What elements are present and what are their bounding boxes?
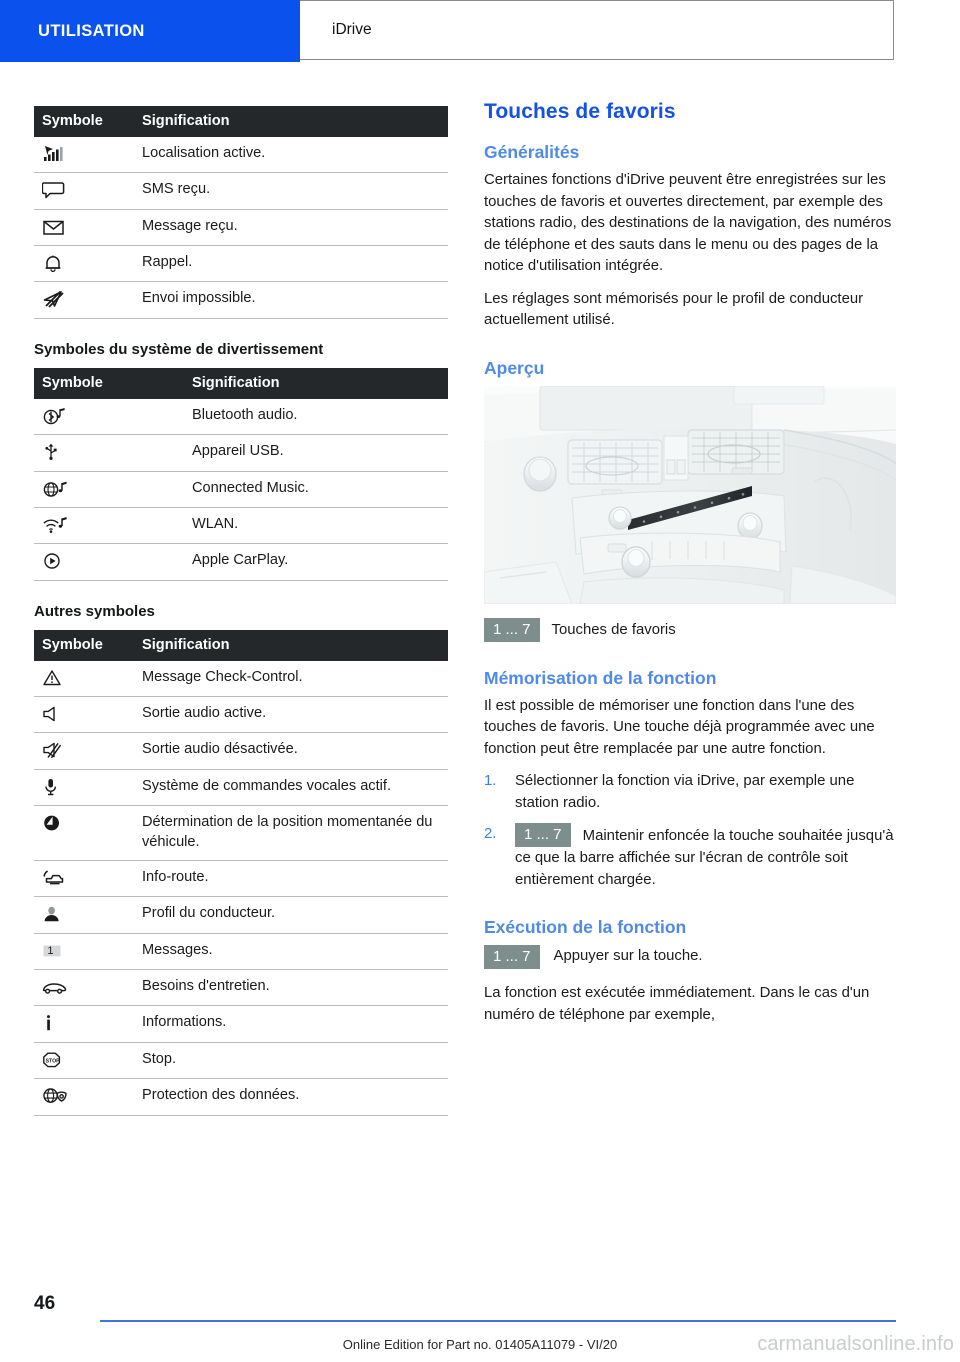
- favorite-keys-badge: 1 ... 7: [484, 945, 540, 969]
- symbol-cell: [34, 399, 192, 435]
- favorite-keys-badge: 1 ... 7: [515, 823, 571, 847]
- breadcrumb: [300, 0, 894, 60]
- car-service-icon: [42, 977, 76, 997]
- page-number: 46: [34, 1293, 56, 1314]
- column-header-symbol: Symbole: [34, 630, 142, 661]
- list-item: [484, 771, 896, 814]
- symbol-cell: [34, 769, 142, 805]
- table-header-row: [34, 630, 448, 661]
- step-text: Maintenir enfoncée la touche souhaitée jusqu'à ce que la barre affichée sur l'écran de contrôle soit entièrement chargée.: [515, 827, 894, 888]
- meaning-cell: Sortie audio désactivée.: [142, 733, 448, 769]
- data-protection-globe-icon: [42, 1086, 72, 1106]
- symbol-cell: [34, 209, 142, 245]
- meaning-cell: Système de commandes vocales actif.: [142, 769, 448, 805]
- left-column: [34, 106, 448, 1116]
- symbol-cell: [34, 1042, 142, 1078]
- memorisation-steps: [484, 771, 896, 891]
- table-row: [34, 661, 448, 697]
- column-header-symbol: Symbole: [34, 106, 142, 137]
- table-row: [34, 696, 448, 732]
- watermark: carmanualsonline.info: [757, 1333, 954, 1355]
- meaning-cell: Informations.: [142, 1006, 448, 1042]
- symbol-cell: [34, 970, 142, 1006]
- symbol-cell: [34, 471, 192, 507]
- symbol-cell: [34, 897, 142, 933]
- speaker-muted-icon: [42, 740, 68, 760]
- meaning-cell: Détermination de la position momentanée du véhicule.: [142, 806, 448, 861]
- generalites-paragraph-1: Certaines fonctions d'iDrive peuvent être enregistrées sur les touches de favoris et ouvertes directement, par exemple des stations radio, des destinations de la navigation, des numéros de téléphone et des sauts dans le menu ou des pages de la notice d'utilisation intégrée.: [484, 172, 892, 274]
- table-row: [34, 897, 448, 933]
- table-header-row: [34, 106, 448, 137]
- right-column: [484, 100, 896, 1026]
- footer-edition-line: Online Edition for Part no. 01405A11079 - VI/20: [342, 1337, 618, 1352]
- meaning-cell: Appareil USB.: [192, 435, 448, 471]
- messages-counter-icon: [42, 941, 72, 961]
- symbol-cell: [34, 661, 142, 697]
- meaning-cell: Protection des données.: [142, 1079, 448, 1115]
- meaning-cell: Rappel.: [142, 246, 448, 282]
- heading-generalites: Généralités: [484, 142, 580, 162]
- meaning-cell: Apple CarPlay.: [192, 544, 448, 580]
- column-header-meaning: Signification: [142, 106, 448, 137]
- table-row: [34, 435, 448, 471]
- meaning-cell: Connected Music.: [192, 471, 448, 507]
- execution-action-text: Appuyer sur la touche.: [553, 948, 703, 964]
- table-header-row: [34, 368, 448, 399]
- meaning-cell: Bluetooth audio.: [192, 399, 448, 435]
- section-title-entertainment: Symboles du système de divertissement: [34, 340, 324, 358]
- symbol-cell: [34, 733, 142, 769]
- table-row: [34, 933, 448, 969]
- symbol-cell: [34, 806, 142, 861]
- symbol-cell: [34, 246, 142, 282]
- meaning-cell: Messages.: [142, 933, 448, 969]
- bluetooth-audio-icon: [42, 406, 72, 426]
- symbol-cell: [34, 933, 142, 969]
- meaning-cell: Localisation active.: [142, 137, 448, 173]
- heading-apercu: Aperçu: [484, 357, 545, 378]
- table-row: [34, 173, 448, 209]
- section-tab-label: UTILISATION: [38, 21, 145, 40]
- step-number: 2.: [484, 826, 497, 842]
- send-failed-crossed-icon: [42, 289, 68, 309]
- wlan-music-icon: [42, 515, 72, 535]
- page-title: Touches de favoris: [484, 100, 676, 123]
- table-row: [34, 1042, 448, 1078]
- vehicle-position-arrow-icon: [42, 813, 68, 833]
- figure-caption: [484, 618, 896, 642]
- meaning-cell: WLAN.: [192, 507, 448, 543]
- heading-memorisation: Mémorisation de la fonction: [484, 667, 717, 688]
- information-i-icon: [42, 1013, 68, 1033]
- table-row: [34, 1079, 448, 1115]
- table-row: [34, 282, 448, 318]
- column-header-meaning: Signification: [142, 630, 448, 661]
- svg-text:STOP: STOP: [45, 1058, 60, 1065]
- step-text: Sélectionner la fonction via iDrive, par exemple une station radio.: [515, 773, 855, 811]
- meaning-cell: Envoi impossible.: [142, 282, 448, 318]
- symbol-table-entertainment: [34, 368, 448, 581]
- execution-paragraph: La fonction est exécutée immédiatement. Dans le cas d'un numéro de téléphone par exemple,: [484, 985, 870, 1023]
- generalites-paragraph-2: Les réglages sont mémorisés pour le profil de conducteur actuellement utilisé.: [484, 290, 864, 328]
- svg-text:1: 1: [47, 944, 54, 957]
- driver-profile-person-icon: [42, 904, 68, 924]
- table-row: [34, 970, 448, 1006]
- symbol-cell: [34, 282, 142, 318]
- speech-bubble-sms-icon: [42, 180, 68, 200]
- column-header-symbol: Symbole: [34, 368, 192, 399]
- meaning-cell: Profil du conducteur.: [142, 897, 448, 933]
- meaning-cell: Besoins d'entretien.: [142, 970, 448, 1006]
- usb-device-icon: [42, 442, 68, 462]
- symbol-cell: [34, 1006, 142, 1042]
- symbol-cell: [34, 137, 142, 173]
- symbol-cell: [34, 435, 192, 471]
- table-row: [34, 399, 448, 435]
- meaning-cell: Sortie audio active.: [142, 696, 448, 732]
- breadcrumb-label: iDrive: [332, 21, 372, 38]
- section-title-other-symbols: Autres symboles: [34, 602, 155, 620]
- column-header-meaning: Signification: [192, 368, 448, 399]
- page-header: [0, 0, 960, 62]
- table-row: [34, 544, 448, 580]
- figure-caption-text: Touches de favoris: [551, 621, 676, 638]
- microphone-icon: [42, 777, 68, 797]
- table-row: [34, 769, 448, 805]
- table-row: [34, 733, 448, 769]
- connected-music-globe-icon: [42, 479, 72, 499]
- symbol-table-other: [34, 630, 448, 1116]
- footer-rule: [100, 1320, 896, 1322]
- meaning-cell: Info-route.: [142, 861, 448, 897]
- meaning-cell: Message Check-Control.: [142, 661, 448, 697]
- table-row: [34, 806, 448, 861]
- table-row: [34, 507, 448, 543]
- section-tab-utilisation: [0, 0, 300, 62]
- symbol-cell: [34, 544, 192, 580]
- table-row: [34, 209, 448, 245]
- symbol-cell: [34, 173, 142, 209]
- symbol-cell: [34, 507, 192, 543]
- meaning-cell: Message reçu.: [142, 209, 448, 245]
- table-row: [34, 1006, 448, 1042]
- table-row: [34, 471, 448, 507]
- apple-carplay-play-icon: [42, 551, 68, 571]
- step-number: 1.: [484, 773, 497, 789]
- table-row: [34, 861, 448, 897]
- symbol-table-communication: [34, 106, 448, 319]
- symbol-cell: [34, 696, 142, 732]
- list-item: [484, 824, 896, 891]
- bell-reminder-icon: [42, 253, 68, 273]
- envelope-message-icon: [42, 217, 68, 237]
- stop-sign-icon: [42, 1050, 68, 1070]
- location-signal-bars-icon: [42, 144, 72, 164]
- warning-triangle-icon: [42, 668, 68, 688]
- table-row: [34, 246, 448, 282]
- meaning-cell: Stop.: [142, 1042, 448, 1078]
- table-row: [34, 137, 448, 173]
- memorisation-intro: Il est possible de mémoriser une fonction dans l'une des touches de favoris. Une touche déjà programmée avec une fonction peut être remplacée par une autre fonction.: [484, 697, 875, 757]
- symbol-cell: [34, 1079, 142, 1115]
- dashboard-illustration: [484, 386, 896, 604]
- speaker-on-icon: [42, 704, 68, 724]
- heading-execution: Exécution de la fonction: [484, 917, 687, 937]
- meaning-cell: SMS reçu.: [142, 173, 448, 209]
- symbol-cell: [34, 861, 142, 897]
- traffic-info-cars-icon: [42, 868, 72, 888]
- execution-action-row: [484, 945, 896, 969]
- favorite-keys-badge: 1 ... 7: [484, 618, 540, 642]
